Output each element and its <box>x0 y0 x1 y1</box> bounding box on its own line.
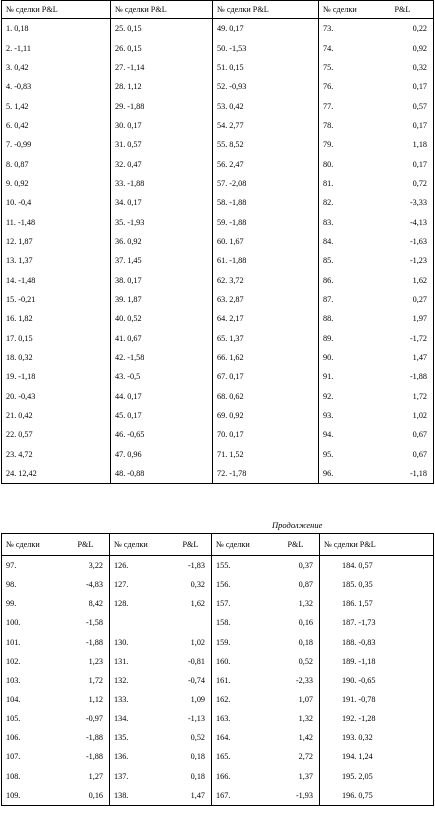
table-cell: -4,83 <box>64 575 110 594</box>
table-cell: 93. <box>319 406 387 425</box>
table-row <box>2 193 434 212</box>
table-row <box>2 406 434 425</box>
table-cell: 46. -0,65 <box>111 425 213 444</box>
table-cell: 0,32 <box>387 58 434 77</box>
table-cell: 88. <box>319 309 387 328</box>
table-header-row <box>2 1 434 19</box>
table-cell: 161. <box>212 671 274 690</box>
table-row <box>2 38 434 57</box>
table-cell: 1,32 <box>274 594 320 613</box>
table-cell: 72. -1,78 <box>213 464 319 484</box>
table-cell: -3,33 <box>387 193 434 212</box>
table-cell: 2. -1,11 <box>2 38 111 57</box>
table-cell: 23. 4,72 <box>2 445 111 464</box>
table-row <box>2 747 434 766</box>
table-cell: 1,72 <box>64 671 110 690</box>
table-row <box>2 270 434 289</box>
table-cell: 60. 1,67 <box>213 232 319 251</box>
table-cell: 1,42 <box>274 728 320 747</box>
table-row <box>2 767 434 786</box>
table-row <box>2 613 434 632</box>
table-cell: 186. 1,57 <box>320 594 434 613</box>
table-cell: 189. -1,18 <box>320 652 434 671</box>
table-cell: 38. 0,17 <box>111 270 213 289</box>
table-cell: -1,23 <box>387 251 434 270</box>
table-row <box>2 367 434 386</box>
table-cell: 1,02 <box>387 406 434 425</box>
table-cell: 100. <box>2 613 64 632</box>
table-row <box>2 594 434 613</box>
table-cell: 78. <box>319 116 387 135</box>
table-row <box>2 690 434 709</box>
table-cell: 24. 12,42 <box>2 464 111 484</box>
table-cell: 0,27 <box>387 290 434 309</box>
trades-table-part2 <box>1 533 434 806</box>
table-cell: 66. 1,62 <box>213 348 319 367</box>
table-cell: 1,72 <box>387 387 434 406</box>
table-row <box>2 445 434 464</box>
table-cell: 16. 1,82 <box>2 309 111 328</box>
table-cell: 131. <box>110 652 169 671</box>
table-row <box>2 232 434 251</box>
table-cell: 106. <box>2 728 64 747</box>
table-cell: 1,23 <box>64 652 110 671</box>
table-cell: 0,92 <box>387 38 434 57</box>
table-cell: 12. 1,87 <box>2 232 111 251</box>
column-header: P&L <box>169 534 212 556</box>
table-cell: 5. 1,42 <box>2 96 111 115</box>
table-cell: -0,81 <box>169 652 212 671</box>
table-row <box>2 728 434 747</box>
table-cell: 1,62 <box>387 270 434 289</box>
table-cell: 4. -0,83 <box>2 77 111 96</box>
table-row <box>2 77 434 96</box>
table-cell: 41. 0,67 <box>111 329 213 348</box>
table-cell: 163. <box>212 709 274 728</box>
table-row <box>2 709 434 728</box>
table-cell: 42. -1,58 <box>111 348 213 367</box>
table-cell: 162. <box>212 690 274 709</box>
table-cell: 83. <box>319 212 387 231</box>
table-cell: 55. 8,52 <box>213 135 319 154</box>
table-cell: 187. -1,73 <box>320 613 434 632</box>
table-cell: 104. <box>2 690 64 709</box>
table-cell: 40. 0,52 <box>111 309 213 328</box>
table-cell: 158. <box>212 613 274 632</box>
column-header: P&L <box>64 534 110 556</box>
table-cell: 1,62 <box>169 594 212 613</box>
table-cell: 10. -0,4 <box>2 193 111 212</box>
table-cell: 1,47 <box>169 786 212 806</box>
table-cell: 103. <box>2 671 64 690</box>
table-cell: 1,27 <box>64 767 110 786</box>
table-cell: 191. -0,78 <box>320 690 434 709</box>
table-cell: 97. <box>2 556 64 576</box>
table-cell: 19. -1,18 <box>2 367 111 386</box>
table-cell: 94. <box>319 425 387 444</box>
column-header: P&L <box>274 534 320 556</box>
table-cell: 160. <box>212 652 274 671</box>
table-cell: 48. -0,88 <box>111 464 213 484</box>
table-cell: 0,57 <box>387 96 434 115</box>
table-cell: 0,18 <box>169 747 212 766</box>
table-cell: 1,07 <box>274 690 320 709</box>
table-cell: 67. 0,17 <box>213 367 319 386</box>
table-cell: 1,32 <box>274 709 320 728</box>
table-cell: 91. <box>319 367 387 386</box>
table-cell: 98. <box>2 575 64 594</box>
table-cell: 1. 0,18 <box>2 19 111 39</box>
table-cell: 156. <box>212 575 274 594</box>
table-row <box>2 212 434 231</box>
table-cell: 8,42 <box>64 594 110 613</box>
table-cell: 0,16 <box>274 613 320 632</box>
table-cell: 157. <box>212 594 274 613</box>
table-row <box>2 96 434 115</box>
table-cell: 92. <box>319 387 387 406</box>
table-row <box>2 329 434 348</box>
table-cell: 126. <box>110 556 169 576</box>
table-cell: 89. <box>319 329 387 348</box>
table-cell: 0,16 <box>64 786 110 806</box>
table-cell: 13. 1,37 <box>2 251 111 270</box>
table-cell: 1,18 <box>387 135 434 154</box>
table-cell <box>110 613 169 632</box>
table-cell: 50. -1,53 <box>213 38 319 57</box>
table-cell: 3,22 <box>64 556 110 576</box>
column-header: № сделки P&L <box>2 1 111 19</box>
table-row <box>2 786 434 806</box>
table-cell: 64. 2,17 <box>213 309 319 328</box>
table-cell: 0,32 <box>169 575 212 594</box>
table-cell: 1,47 <box>387 348 434 367</box>
table-cell: -1,88 <box>387 367 434 386</box>
table-cell: 0,87 <box>274 575 320 594</box>
table-cell: 47. 0,96 <box>111 445 213 464</box>
table-cell: 58. -1,88 <box>213 193 319 212</box>
column-header: № сделки P&L <box>111 1 213 19</box>
table-cell: 81. <box>319 174 387 193</box>
table-row <box>2 464 434 484</box>
table-cell: 159. <box>212 633 274 652</box>
table-cell: 192. -1,28 <box>320 709 434 728</box>
table-cell: 136. <box>110 747 169 766</box>
table-cell: 54. 2,77 <box>213 116 319 135</box>
table-cell: 194. 1,24 <box>320 747 434 766</box>
table-cell: 28. 1,12 <box>111 77 213 96</box>
table-cell: -1,88 <box>64 633 110 652</box>
table-cell: 56. 2,47 <box>213 154 319 173</box>
table-cell: 134. <box>110 709 169 728</box>
table-cell: 0,67 <box>387 425 434 444</box>
table-cell: -1,13 <box>169 709 212 728</box>
table-cell: 27. -1,14 <box>111 58 213 77</box>
table-cell: 6. 0,42 <box>2 116 111 135</box>
table-cell: 18. 0,32 <box>2 348 111 367</box>
table-cell: 75. <box>319 58 387 77</box>
table-cell: 193. 0,32 <box>320 728 434 747</box>
table-cell: 0,72 <box>387 174 434 193</box>
table-cell: 0,17 <box>387 77 434 96</box>
table-cell: 74. <box>319 38 387 57</box>
table-cell: 7. -0,99 <box>2 135 111 154</box>
table-cell: 37. 1,45 <box>111 251 213 270</box>
table-cell: 195. 2,05 <box>320 767 434 786</box>
table-cell: -1,18 <box>387 464 434 484</box>
table-cell: 68. 0,62 <box>213 387 319 406</box>
table-cell: 32. 0,47 <box>111 154 213 173</box>
table-cell: 0,52 <box>274 652 320 671</box>
table-cell: 33. -1,88 <box>111 174 213 193</box>
table-cell: -1,72 <box>387 329 434 348</box>
table-cell: 63. 2,87 <box>213 290 319 309</box>
table-cell: 17. 0,15 <box>2 329 111 348</box>
table-cell: 35. -1,93 <box>111 212 213 231</box>
table-cell: 0,67 <box>387 445 434 464</box>
table-cell: 1,02 <box>169 633 212 652</box>
table-cell: -1,88 <box>64 728 110 747</box>
table-row <box>2 556 434 576</box>
table-cell: 167. <box>212 786 274 806</box>
table-cell: 70. 0,17 <box>213 425 319 444</box>
column-header: № сделки <box>110 534 169 556</box>
table-cell: 44. 0,17 <box>111 387 213 406</box>
table-cell: 34. 0,17 <box>111 193 213 212</box>
table-cell: 101. <box>2 633 64 652</box>
table-cell: 185. 0,35 <box>320 575 434 594</box>
table-cell: 137. <box>110 767 169 786</box>
table-row <box>2 290 434 309</box>
table-cell: 52. -0,93 <box>213 77 319 96</box>
table-cell: 0,18 <box>169 767 212 786</box>
table-cell: 165. <box>212 747 274 766</box>
table-cell: 30. 0,17 <box>111 116 213 135</box>
table-cell: 0,17 <box>387 154 434 173</box>
table-cell: 36. 0,92 <box>111 232 213 251</box>
table-cell: 26. 0,15 <box>111 38 213 57</box>
table-cell: -2,33 <box>274 671 320 690</box>
table-cell: 49. 0,17 <box>213 19 319 39</box>
table-row <box>2 425 434 444</box>
table-row <box>2 154 434 173</box>
table-cell: -0,74 <box>169 671 212 690</box>
table-cell: 108. <box>2 767 64 786</box>
table-row <box>2 116 434 135</box>
table-cell: 155. <box>212 556 274 576</box>
table-cell: 20. -0,43 <box>2 387 111 406</box>
table-cell: 51. 0,15 <box>213 58 319 77</box>
table-cell: 184. 0,57 <box>320 556 434 576</box>
table-cell: 132. <box>110 671 169 690</box>
table-cell: 135. <box>110 728 169 747</box>
table-row <box>2 251 434 270</box>
table-cell: 76. <box>319 77 387 96</box>
table-cell: 190. -0,65 <box>320 671 434 690</box>
table-cell: 25. 0,15 <box>111 19 213 39</box>
table-cell: 80. <box>319 154 387 173</box>
table-cell: 164. <box>212 728 274 747</box>
column-header: № сделки <box>2 534 64 556</box>
table-cell: 196. 0,75 <box>320 786 434 806</box>
table-cell: 15. -0,21 <box>2 290 111 309</box>
table-cell: 105. <box>2 709 64 728</box>
table-cell: 21. 0,42 <box>2 406 111 425</box>
table-cell: -1,93 <box>274 786 320 806</box>
table-cell: 102. <box>2 652 64 671</box>
table-row <box>2 671 434 690</box>
table-cell: 90. <box>319 348 387 367</box>
table-cell: 22. 0,57 <box>2 425 111 444</box>
table-row <box>2 19 434 39</box>
table-cell: 2,72 <box>274 747 320 766</box>
table-cell: 9. 0,92 <box>2 174 111 193</box>
table-cell: 62. 3,72 <box>213 270 319 289</box>
table-cell: 133. <box>110 690 169 709</box>
table-cell: 39. 1,87 <box>111 290 213 309</box>
table-cell: 53. 0,42 <box>213 96 319 115</box>
table-row <box>2 58 434 77</box>
table-cell: 0,17 <box>387 116 434 135</box>
column-header: P&L <box>387 1 434 19</box>
table-cell: 82. <box>319 193 387 212</box>
column-header: № сделки <box>212 534 274 556</box>
table-row <box>2 135 434 154</box>
table-row <box>2 174 434 193</box>
table-cell: 188. -0,83 <box>320 633 434 652</box>
table-cell: 1,12 <box>64 690 110 709</box>
trades-table-part1 <box>1 0 434 484</box>
table-cell: 127. <box>110 575 169 594</box>
table-cell: 45. 0,17 <box>111 406 213 425</box>
table-cell: 1,97 <box>387 309 434 328</box>
table-cell: -1,83 <box>169 556 212 576</box>
table-cell: 71. 1,52 <box>213 445 319 464</box>
table-cell: 84. <box>319 232 387 251</box>
table-cell: 95. <box>319 445 387 464</box>
table-header-row <box>2 534 434 556</box>
table-cell: 57. -2,08 <box>213 174 319 193</box>
table-cell: -0,97 <box>64 709 110 728</box>
table-row <box>2 387 434 406</box>
table-cell: 77. <box>319 96 387 115</box>
table-cell: 59. -1,88 <box>213 212 319 231</box>
table-cell: 86. <box>319 270 387 289</box>
table-cell: 130. <box>110 633 169 652</box>
table-cell: 61. -1,88 <box>213 251 319 270</box>
table-row <box>2 652 434 671</box>
table-cell: 0,37 <box>274 556 320 576</box>
column-header: № сделки P&L <box>213 1 319 19</box>
table-cell: 138. <box>110 786 169 806</box>
table-cell: 14. -1,48 <box>2 270 111 289</box>
table-cell: 43. -0,5 <box>111 367 213 386</box>
table-cell: 109. <box>2 786 64 806</box>
column-header: № сделки <box>319 1 387 19</box>
table-row <box>2 633 434 652</box>
table-cell: 166. <box>212 767 274 786</box>
table-row <box>2 348 434 367</box>
table-cell: 29. -1,88 <box>111 96 213 115</box>
table-cell: 128. <box>110 594 169 613</box>
table-cell <box>169 613 212 632</box>
table-cell: 99. <box>2 594 64 613</box>
table-cell: 8. 0,87 <box>2 154 111 173</box>
table-cell: -4,13 <box>387 212 434 231</box>
table-cell: -1,88 <box>64 747 110 766</box>
table-cell: 3. 0,42 <box>2 58 111 77</box>
table-cell: 0,18 <box>274 633 320 652</box>
table-cell: 0,52 <box>169 728 212 747</box>
table-cell: 1,09 <box>169 690 212 709</box>
continuation-label: Продолжение <box>272 520 323 530</box>
table-row <box>2 575 434 594</box>
table-cell: 1,37 <box>274 767 320 786</box>
table-cell: 73. <box>319 19 387 39</box>
table-cell: 107. <box>2 747 64 766</box>
table-cell: -1,58 <box>64 613 110 632</box>
table-cell: 96. <box>319 464 387 484</box>
table-cell: 65. 1,37 <box>213 329 319 348</box>
table-cell: -1,63 <box>387 232 434 251</box>
table-cell: 85. <box>319 251 387 270</box>
column-header: № сделки P&L <box>320 534 434 556</box>
table-cell: 69. 0,92 <box>213 406 319 425</box>
table-cell: 11. -1,48 <box>2 212 111 231</box>
table-cell: 87. <box>319 290 387 309</box>
table-cell: 0,22 <box>387 19 434 39</box>
table-cell: 31. 0,57 <box>111 135 213 154</box>
table-row <box>2 309 434 328</box>
table-cell: 79. <box>319 135 387 154</box>
